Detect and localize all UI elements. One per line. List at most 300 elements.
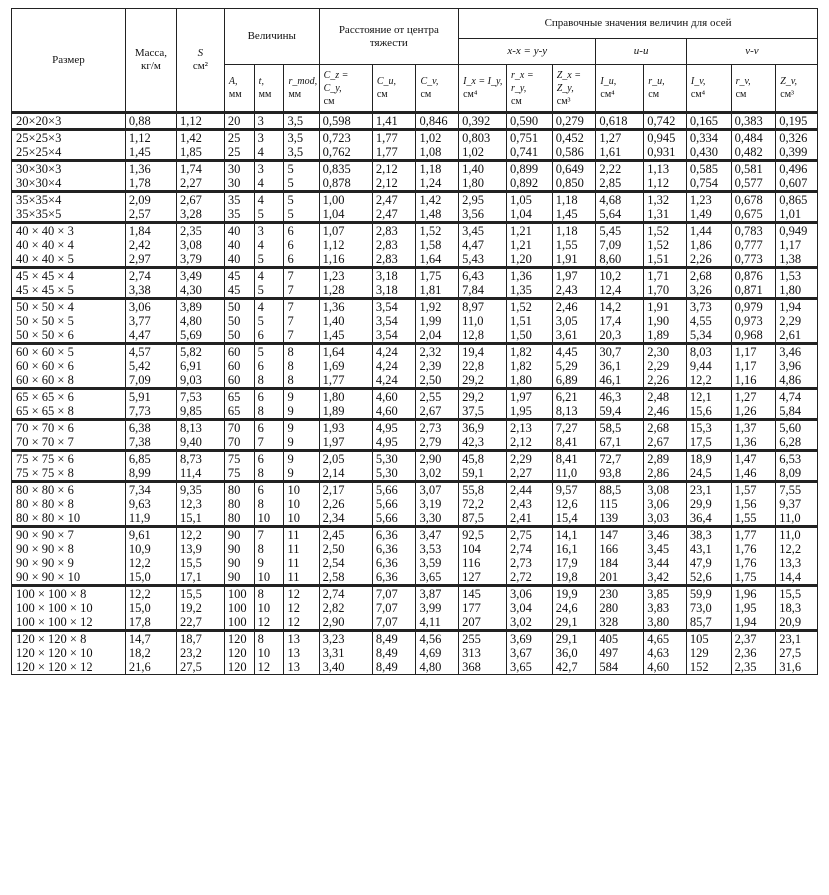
value-cell — [254, 130, 284, 161]
value-cell — [254, 268, 284, 299]
cell-value: 10 — [257, 646, 271, 660]
cell-value: 1,69 — [322, 359, 345, 373]
cell-value: 120 — [227, 646, 247, 660]
cell-value: 6,28 — [779, 435, 802, 449]
size-value: 70 × 70 × 6 — [16, 421, 74, 435]
cell-value: 14,2 — [599, 300, 622, 314]
cell-value: 8 — [257, 632, 264, 646]
cell-value: 1,08 — [419, 145, 442, 159]
cell-value: 24,5 — [689, 466, 712, 480]
cell-value: 1,45 — [555, 207, 578, 221]
cell-value: 3,04 — [509, 601, 532, 615]
cell-value: 52,6 — [689, 570, 712, 584]
value-cell — [284, 113, 319, 130]
cell-value: 2,58 — [322, 570, 345, 584]
cell-value: 1,76 — [734, 556, 757, 570]
size-value: 40 × 40 × 3 — [16, 224, 74, 238]
value-cell — [372, 161, 416, 192]
value-cell — [284, 451, 319, 482]
cell-value: 7,53 — [179, 390, 202, 404]
value-cell — [254, 482, 284, 527]
size-value: 60 × 60 × 8 — [16, 373, 74, 387]
cell-value: 0,871 — [734, 283, 763, 297]
value-cell — [372, 451, 416, 482]
cell-value: 0,945 — [647, 131, 676, 145]
value-cell — [459, 527, 507, 586]
value-cell — [284, 161, 319, 192]
cell-value: 7,84 — [462, 283, 484, 297]
header-column-symbol: Z_x = Z_y, — [556, 69, 581, 94]
value-cell — [731, 389, 776, 420]
value-cell — [125, 344, 176, 389]
cell-value: 2,32 — [419, 345, 442, 359]
cell-value: 1,37 — [734, 421, 757, 435]
value-cell — [125, 631, 176, 675]
value-cell — [416, 161, 459, 192]
value-cell — [776, 192, 818, 223]
cell-value: 9,37 — [779, 497, 802, 511]
value-cell — [125, 420, 176, 451]
cell-value: 0,741 — [509, 145, 539, 159]
cell-value: 10 — [287, 497, 300, 511]
value-cell — [224, 586, 254, 631]
cell-value: 6 — [257, 359, 264, 373]
value-cell — [506, 192, 552, 223]
cell-value: 50 — [227, 300, 241, 314]
cell-value: 1,97 — [555, 269, 578, 283]
cell-value: 207 — [462, 615, 481, 629]
cell-value: 6,38 — [128, 421, 151, 435]
value-cell — [176, 299, 224, 344]
cell-value: 36,4 — [689, 511, 712, 525]
cell-value: 1,16 — [734, 373, 757, 387]
size-value: 40 × 40 × 5 — [16, 252, 74, 266]
cell-value: 36,0 — [555, 646, 578, 660]
cell-value: 1,90 — [647, 314, 670, 328]
cell-value: 1,44 — [689, 224, 712, 238]
cell-value: 1,17 — [734, 345, 757, 359]
size-value: 100 × 100 × 10 — [16, 601, 93, 615]
cell-value: 2,12 — [375, 162, 398, 176]
cell-value: 1,26 — [734, 404, 757, 418]
cell-value: 90 — [227, 542, 241, 556]
cell-value: 2,79 — [419, 435, 442, 449]
value-cell — [686, 482, 731, 527]
cell-value: 2,47 — [375, 207, 398, 221]
header-column-6 — [459, 65, 507, 113]
cell-value: 1,77 — [322, 373, 345, 387]
value-cell — [319, 223, 372, 268]
cell-value: 72,2 — [462, 497, 484, 511]
cell-value: 9,61 — [128, 528, 151, 542]
cell-value: 497 — [599, 646, 619, 660]
value-cell — [506, 161, 552, 192]
cell-value: 13,3 — [779, 556, 802, 570]
header-column-unit: см — [420, 89, 432, 100]
cell-value: 2,68 — [689, 269, 712, 283]
cell-value: 36,1 — [599, 359, 622, 373]
cell-value: 60 — [227, 373, 241, 387]
cell-value: 8,49 — [375, 646, 398, 660]
header-column-7 — [506, 65, 552, 113]
value-cell — [552, 451, 596, 482]
value-cell — [686, 451, 731, 482]
size-value: 20×20×3 — [16, 114, 62, 128]
value-cell — [686, 631, 731, 675]
value-cell — [319, 451, 372, 482]
cell-value: 5 — [257, 345, 264, 359]
cell-value: 60 — [227, 359, 241, 373]
value-cell — [596, 161, 644, 192]
value-cell — [644, 161, 687, 192]
cell-value: 88,5 — [599, 483, 622, 497]
cell-value: 3,47 — [419, 528, 442, 542]
value-cell — [319, 527, 372, 586]
cell-value: 3,89 — [179, 300, 202, 314]
cell-value: 58,5 — [599, 421, 622, 435]
size-value: 75 × 75 × 6 — [16, 452, 74, 466]
header-column-5 — [416, 65, 459, 113]
cell-value: 4,45 — [555, 345, 578, 359]
value-cell — [552, 586, 596, 631]
cell-value: 1,95 — [509, 404, 532, 418]
cell-value: 2,12 — [375, 176, 398, 190]
cell-value: 3,5 — [287, 114, 304, 128]
cell-value: 9,44 — [689, 359, 712, 373]
cell-value: 21,6 — [128, 660, 151, 674]
cell-value: 29,1 — [555, 615, 578, 629]
cell-value: 70 — [227, 435, 241, 449]
value-cell — [506, 451, 552, 482]
value-cell — [284, 130, 319, 161]
cell-value: 7 — [287, 283, 294, 297]
cell-value: 2,39 — [419, 359, 442, 373]
value-cell — [776, 586, 818, 631]
value-cell — [254, 527, 284, 586]
cell-value: 1,27 — [734, 390, 757, 404]
cell-value: 230 — [599, 587, 619, 601]
cell-value: 1,38 — [779, 252, 802, 266]
cell-value: 8,41 — [555, 452, 578, 466]
cell-value: 1,45 — [322, 328, 345, 342]
cell-value: 15,5 — [179, 587, 202, 601]
cell-value: 2,44 — [509, 483, 532, 497]
value-cell — [506, 631, 552, 675]
cell-value: 1,55 — [555, 238, 578, 252]
cell-value: 1,75 — [419, 269, 442, 283]
value-cell — [776, 161, 818, 192]
size-value: 25×25×3 — [16, 131, 62, 145]
cell-value: 4 — [257, 176, 264, 190]
value-cell — [416, 451, 459, 482]
header-column-unit: см — [648, 89, 660, 100]
cell-value: 328 — [599, 615, 619, 629]
cell-value: 2,83 — [375, 252, 398, 266]
cell-value: 14,7 — [128, 632, 151, 646]
value-cell — [416, 268, 459, 299]
cell-value: 0,88 — [128, 114, 151, 128]
cell-value: 1,94 — [779, 300, 802, 314]
cell-value: 0,496 — [779, 162, 808, 176]
cell-value: 3 — [257, 162, 264, 176]
cell-value: 80 — [227, 483, 241, 497]
cell-value: 5,91 — [128, 390, 151, 404]
value-cell — [254, 586, 284, 631]
cell-value: 3,08 — [647, 483, 670, 497]
cell-value: 0,678 — [734, 193, 763, 207]
cell-value: 6,36 — [375, 542, 398, 556]
cell-value: 46,3 — [599, 390, 622, 404]
cell-value: 42,7 — [555, 660, 578, 674]
cell-value: 3,40 — [322, 660, 345, 674]
cell-value: 3,49 — [179, 269, 202, 283]
cell-value: 11,0 — [779, 511, 801, 525]
cell-value: 30 — [227, 162, 241, 176]
cell-value: 1,24 — [419, 176, 442, 190]
cell-value: 3,18 — [375, 283, 398, 297]
cell-value: 116 — [462, 556, 481, 570]
cell-value: 5,29 — [555, 359, 578, 373]
cell-value: 280 — [599, 601, 619, 615]
cell-value: 0,878 — [322, 176, 351, 190]
cell-value: 3,06 — [509, 587, 532, 601]
cell-value: 19,2 — [179, 601, 202, 615]
cell-value: 4,95 — [375, 421, 398, 435]
cell-value: 6 — [257, 483, 264, 497]
cell-value: 8,09 — [779, 466, 802, 480]
cell-value: 1,41 — [375, 114, 398, 128]
cell-value: 14,4 — [779, 570, 802, 584]
cell-value: 3,61 — [555, 328, 578, 342]
header-area — [176, 9, 224, 113]
size-value: 100 × 100 × 12 — [16, 615, 93, 629]
value-cell — [284, 223, 319, 268]
cell-value: 23,1 — [689, 483, 712, 497]
cell-value: 0,392 — [462, 114, 491, 128]
value-cell — [644, 586, 687, 631]
value-cell — [254, 631, 284, 675]
cell-value: 59,9 — [689, 587, 712, 601]
cell-value: 1,21 — [509, 224, 532, 238]
cell-value: 1,89 — [647, 328, 670, 342]
cell-value: 2,17 — [322, 483, 345, 497]
value-cell — [416, 130, 459, 161]
header-column-4 — [372, 65, 416, 113]
cell-value: 5 — [287, 193, 294, 207]
cell-value: 8 — [257, 497, 264, 511]
header-column-unit: мм — [288, 89, 302, 100]
cell-value: 3,38 — [128, 283, 151, 297]
cell-value: 1,52 — [647, 238, 670, 252]
cell-value: 5 — [287, 207, 294, 221]
cell-value: 1,50 — [509, 328, 532, 342]
cell-value: 1,23 — [322, 269, 345, 283]
cell-value: 35 — [227, 207, 241, 221]
cell-value: 4,47 — [462, 238, 484, 252]
cell-value: 12,2 — [689, 373, 712, 387]
value-cell — [459, 482, 507, 527]
cell-value: 1,58 — [419, 238, 442, 252]
value-cell — [125, 268, 176, 299]
value-cell — [416, 527, 459, 586]
cell-value: 1,35 — [509, 283, 532, 297]
value-cell — [284, 420, 319, 451]
cell-value: 6,36 — [375, 556, 398, 570]
cell-value: 10,2 — [599, 269, 622, 283]
value-cell — [644, 223, 687, 268]
value-cell — [459, 586, 507, 631]
cell-value: 1,64 — [322, 345, 345, 359]
cell-value: 14,1 — [555, 528, 578, 542]
cell-value: 1,74 — [179, 162, 202, 176]
cell-value: 8 — [287, 359, 294, 373]
size-value: 75 × 75 × 8 — [16, 466, 74, 480]
value-cell — [506, 527, 552, 586]
cell-value: 1,45 — [128, 145, 151, 159]
value-cell — [552, 527, 596, 586]
cell-value: 7,07 — [375, 587, 398, 601]
cell-value: 2,90 — [419, 452, 442, 466]
header-column-symbol: C_z = C_y, — [323, 69, 349, 94]
cell-value: 18,2 — [128, 646, 151, 660]
cell-value: 24,6 — [555, 601, 578, 615]
cell-value: 1,40 — [462, 162, 484, 176]
cell-value: 3,45 — [647, 542, 670, 556]
value-cell — [506, 586, 552, 631]
cell-value: 3 — [257, 131, 264, 145]
value-cell — [459, 223, 507, 268]
header-column-symbol: C_v, — [420, 76, 439, 87]
cell-value: 12 — [257, 660, 271, 674]
value-cell — [416, 420, 459, 451]
value-cell — [776, 527, 818, 586]
value-cell — [776, 451, 818, 482]
cell-value: 3,59 — [419, 556, 442, 570]
table-row — [12, 344, 818, 389]
cell-value: 4,86 — [779, 373, 802, 387]
cell-value: 29,1 — [555, 632, 578, 646]
cell-value: 7,34 — [128, 483, 151, 497]
cell-value: 2,72 — [509, 570, 532, 584]
cell-value: 4 — [257, 145, 264, 159]
value-cell — [125, 299, 176, 344]
cell-value: 3,18 — [375, 269, 398, 283]
value-cell — [224, 389, 254, 420]
cell-value: 4,24 — [375, 359, 398, 373]
cell-value: 29,2 — [462, 373, 484, 387]
cell-value: 2,47 — [375, 193, 398, 207]
cell-value: 17,8 — [128, 615, 151, 629]
value-cell — [372, 113, 416, 130]
cell-value: 1,17 — [734, 359, 757, 373]
value-cell — [731, 420, 776, 451]
cell-value: 1,01 — [779, 207, 802, 221]
header-size: Размер — [12, 9, 126, 113]
cell-value: 1,36 — [322, 300, 345, 314]
table-row — [12, 420, 818, 451]
cell-value: 46,1 — [599, 373, 622, 387]
cell-value: 9,03 — [179, 373, 202, 387]
cell-value: 3,56 — [462, 207, 484, 221]
value-cell — [319, 344, 372, 389]
cell-value: 1,57 — [734, 483, 757, 497]
value-cell — [686, 268, 731, 299]
header-column-symbol: C_u, — [376, 76, 397, 87]
cell-value: 0,590 — [509, 114, 539, 128]
size-cell — [12, 299, 126, 344]
cell-value: 1,82 — [509, 359, 532, 373]
cell-value: 3,42 — [647, 570, 670, 584]
cell-value: 12,1 — [689, 390, 712, 404]
value-cell — [254, 223, 284, 268]
cell-value: 0,949 — [779, 224, 808, 238]
cell-value: 2,27 — [509, 466, 532, 480]
cell-value: 584 — [599, 660, 619, 674]
cell-value: 0,484 — [734, 131, 763, 145]
value-cell — [596, 113, 644, 130]
table-row — [12, 527, 818, 586]
cell-value: 7,09 — [128, 373, 151, 387]
cell-value: 177 — [462, 601, 481, 615]
header-column-unit: см — [735, 89, 747, 100]
cell-value: 1,80 — [779, 283, 802, 297]
cell-value: 5,30 — [375, 452, 398, 466]
cell-value: 5,30 — [375, 466, 398, 480]
cell-value: 104 — [462, 542, 481, 556]
cell-value: 11 — [287, 528, 300, 542]
cell-value: 3,99 — [419, 601, 442, 615]
cell-value: 2,29 — [509, 452, 532, 466]
cell-value: 1,21 — [509, 238, 532, 252]
cell-value: 1,12 — [128, 131, 151, 145]
cell-value: 1,36 — [734, 435, 757, 449]
cell-value: 3,06 — [128, 300, 151, 314]
cell-value: 90 — [227, 570, 241, 584]
cell-value: 3,02 — [419, 466, 442, 480]
value-cell — [776, 420, 818, 451]
cell-value: 1,76 — [734, 542, 757, 556]
cell-value: 1,81 — [419, 283, 442, 297]
cell-value: 4,56 — [419, 632, 442, 646]
cell-value: 1,55 — [734, 511, 757, 525]
header-column-2 — [284, 65, 319, 113]
table-row — [12, 482, 818, 527]
cell-value: 2,73 — [509, 556, 532, 570]
cell-value: 7,38 — [128, 435, 151, 449]
cell-value: 1,18 — [555, 224, 578, 238]
cell-value: 2,74 — [509, 542, 532, 556]
cell-value: 1,75 — [734, 570, 757, 584]
cell-value: 6,36 — [375, 528, 398, 542]
cell-value: 2,35 — [179, 224, 202, 238]
cell-value: 1,94 — [734, 615, 757, 629]
value-cell — [372, 586, 416, 631]
value-cell — [284, 586, 319, 631]
value-cell — [644, 420, 687, 451]
value-cell — [416, 389, 459, 420]
value-cell — [125, 451, 176, 482]
value-cell — [125, 482, 176, 527]
cell-value: 9,35 — [179, 483, 202, 497]
cell-value: 0,586 — [555, 145, 584, 159]
cell-value: 3,67 — [509, 646, 532, 660]
cell-value: 2,05 — [322, 452, 345, 466]
table-header — [12, 9, 818, 113]
size-value: 50 × 50 × 6 — [16, 328, 74, 342]
cell-value: 9 — [287, 404, 294, 418]
value-cell — [372, 389, 416, 420]
value-cell — [224, 344, 254, 389]
